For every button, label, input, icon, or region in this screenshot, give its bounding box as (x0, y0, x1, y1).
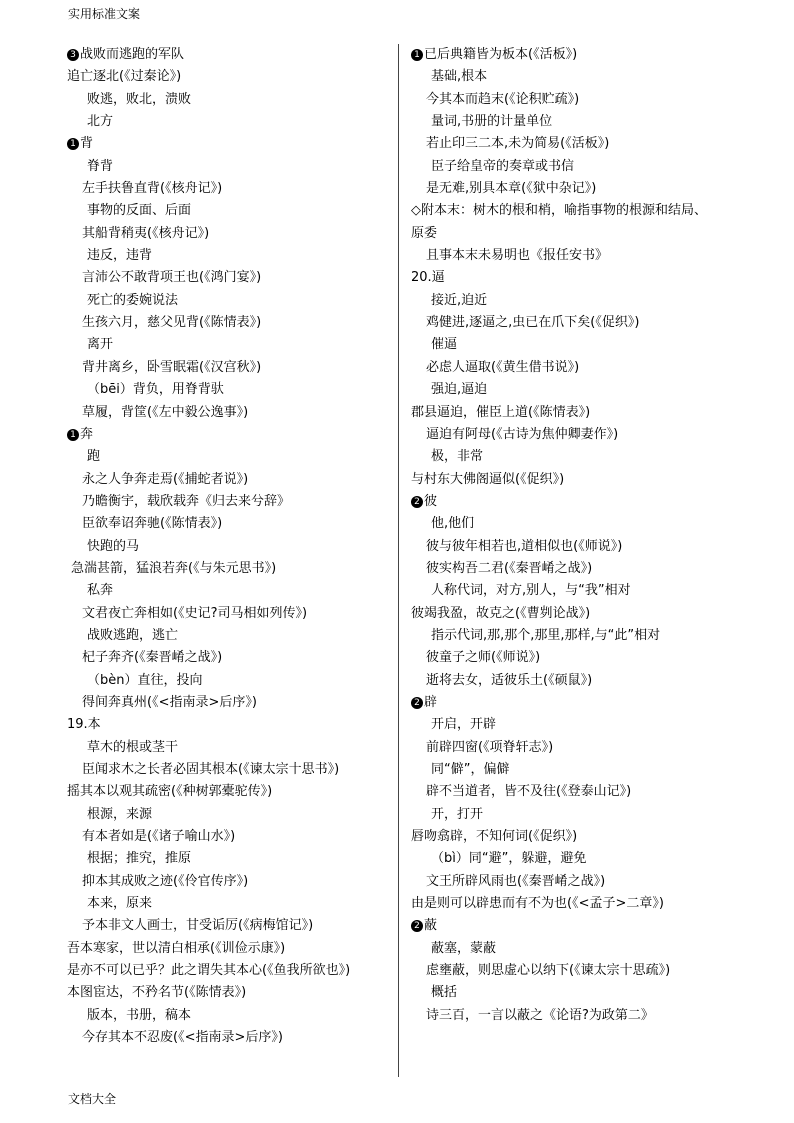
line-text: 辟不当道者，皆不及往(《登泰山记》) (426, 784, 632, 800)
line-text: （bēi）背负，用脊背驮 (87, 382, 224, 398)
text-line (411, 826, 756, 848)
text-line (67, 960, 402, 982)
text-line (411, 558, 756, 580)
text-line (67, 871, 402, 893)
line-text: 臣欲奉诏奔驰(《陈情表》) (82, 516, 223, 532)
line-text: 指示代词,那,那个,那里,那样,与“此”相对 (431, 627, 661, 643)
text-line (411, 178, 756, 200)
text-line (411, 960, 756, 982)
line-text: 死亡的委婉说法 (87, 292, 179, 308)
line-text: ◇附本末：树木的根和梢，喻指事物的根源和结局、 (411, 203, 707, 219)
line-text: 强迫,逼迫 (431, 382, 488, 398)
page-header: 实用标准文案 (68, 7, 141, 21)
text-line (67, 804, 402, 826)
text-line (67, 893, 402, 915)
text-line (67, 714, 402, 736)
line-text: 脊背 (87, 158, 114, 174)
text-line (411, 133, 756, 155)
line-text: 永之人争奔走焉(《捕蛇者说》) (82, 471, 249, 487)
text-line (411, 603, 756, 625)
line-text: 本图宦达，不矜名节(《陈情表》) (67, 985, 247, 1001)
line-text: 量词,书册的计量单位 (431, 114, 553, 130)
text-line (411, 44, 756, 66)
line-text: 本来，原来 (87, 896, 153, 912)
line-text: 彼 (424, 493, 438, 509)
line-text: 蔽塞，蒙蔽 (431, 940, 497, 956)
text-line (67, 982, 402, 1004)
text-line (411, 267, 756, 289)
text-line (67, 1027, 402, 1049)
line-text: 且事本末未易明也《报任安书》 (426, 248, 609, 264)
text-line (67, 1005, 402, 1027)
text-line (411, 625, 756, 647)
line-text: 草履，背筐(《左中毅公逸事》) (82, 404, 249, 420)
right-column (411, 44, 756, 1027)
text-line (411, 402, 756, 424)
circled-number-icon: 3 (67, 49, 79, 61)
line-text: 彼竭我盈，故克之(《曹刿论战》) (411, 605, 591, 621)
text-line (411, 491, 756, 513)
text-line (67, 223, 402, 245)
text-line (411, 804, 756, 826)
text-line (67, 44, 402, 66)
text-line (67, 848, 402, 870)
left-column (67, 44, 402, 1049)
text-line (67, 513, 402, 535)
line-text: 予本非文人画士，甘受诟厉(《病梅馆记》) (82, 918, 314, 934)
line-text: 有本者如是(《诸子喻山水》) (82, 829, 236, 845)
line-text: 19.本 (67, 717, 101, 733)
text-line (411, 893, 756, 915)
line-text: 私奔 (87, 583, 114, 599)
text-line (67, 826, 402, 848)
line-text: 诗三百，一言以蔽之《论语?为政第二》 (426, 1007, 654, 1023)
line-text: （bì）同“避”，躲避，避免 (431, 851, 587, 867)
text-line (411, 1005, 756, 1027)
text-line (411, 781, 756, 803)
text-line (67, 580, 402, 602)
text-line (67, 111, 402, 133)
line-text: 彼童子之师(《师说》) (426, 650, 541, 666)
circled-number-icon: 2 (411, 920, 423, 932)
line-text: 臣闻求木之长者必固其根本(《谏太宗十思书》) (82, 762, 340, 777)
line-text: 催逼 (431, 337, 458, 353)
line-text: 人称代词，对方,别人，与“我”相对 (431, 583, 631, 599)
line-text: 是亦不可以已乎？此之谓失其本心(《鱼我所欲也》) (67, 963, 351, 979)
line-text: 左手扶鲁直背(《核舟记》) (82, 181, 223, 197)
text-line (411, 446, 756, 468)
text-line (67, 670, 402, 692)
line-text: 彼实构吾二君(《秦晋崤之战》) (426, 560, 593, 576)
text-line (67, 781, 402, 803)
line-text: 基础,根本 (431, 69, 488, 85)
line-text: 急湍甚箭，猛浪若奔(《与朱元思书》) (71, 560, 277, 576)
line-text: 事物的反面、后面 (87, 203, 192, 219)
line-text: 杞子奔齐(《秦晋崤之战》) (82, 650, 223, 666)
column-divider (398, 44, 399, 1077)
line-text: 开，打开 (431, 806, 484, 822)
text-line (67, 267, 402, 289)
line-text: 郡县逼迫，催臣上道(《陈情表》) (411, 404, 591, 420)
text-line (411, 982, 756, 1004)
text-line (67, 178, 402, 200)
line-text: 若止印三二本,未为简易(《活板》) (426, 136, 610, 152)
line-text: 草木的根或茎干 (87, 739, 179, 755)
text-line (411, 245, 756, 267)
line-text: 逼迫有阿母(《古诗为焦仲卿妻作》) (426, 426, 619, 442)
text-line (411, 156, 756, 178)
line-text: 摇其本以观其疏密(《种树郭橐驼传》) (67, 784, 273, 800)
text-line (67, 156, 402, 178)
text-line (67, 446, 402, 468)
circled-number-icon: 1 (67, 429, 79, 441)
circled-number-icon: 2 (411, 697, 423, 709)
line-text: 背 (80, 136, 94, 152)
text-line (67, 200, 402, 222)
line-text: 今其本而趋末(《论积贮疏》) (426, 91, 580, 107)
circled-number-icon: 1 (67, 138, 79, 150)
text-line (411, 737, 756, 759)
text-line (67, 938, 402, 960)
line-text: 由是则可以辟患而有不为也(《<孟子>二章》) (411, 896, 664, 912)
text-line (67, 89, 402, 111)
text-line (67, 424, 402, 446)
text-line (67, 245, 402, 267)
line-text: 必虑人逼取(《黄生借书说》) (426, 359, 580, 375)
line-text: 抑本其成败之迹(《伶官传序》) (82, 873, 249, 889)
line-text: 违反，违背 (87, 248, 153, 264)
text-line (411, 290, 756, 312)
text-line (411, 89, 756, 111)
line-text: 奔 (80, 426, 94, 442)
line-text: 逝将去女，适彼乐土(《硕鼠》) (426, 672, 593, 688)
line-text: 乃瞻衡宇，载欣载奔《归去来兮辞》 (82, 493, 291, 509)
text-line (411, 469, 756, 491)
line-text: 接近,迫近 (431, 292, 488, 308)
line-text: 战败而逃跑的军队 (80, 47, 185, 62)
text-line (411, 848, 756, 870)
text-line (411, 379, 756, 401)
line-text: 生孩六月，慈父见背(《陈情表》) (82, 315, 262, 331)
text-line (67, 334, 402, 356)
text-line (67, 603, 402, 625)
text-line (67, 357, 402, 379)
line-text: 战败逃跑，逃亡 (87, 627, 179, 643)
line-text: 唇吻翕辟，不知何词(《促织》) (411, 829, 578, 845)
text-line (67, 312, 402, 334)
line-text: 极，非常 (431, 449, 484, 465)
line-text: 文君夜亡奔相如(《史记?司马相如列传》) (82, 605, 308, 621)
text-line (411, 580, 756, 602)
text-line (411, 424, 756, 446)
line-text: 与村东大佛阁逼似(《促织》) (411, 471, 565, 487)
line-text: 臣子给皇帝的奏章或书信 (431, 158, 575, 174)
text-line (411, 670, 756, 692)
line-text: 同“僻”，偏僻 (431, 762, 510, 777)
text-line (411, 66, 756, 88)
line-text: 辟 (424, 694, 438, 710)
text-line (411, 111, 756, 133)
circled-number-icon: 2 (411, 496, 423, 508)
text-line (67, 290, 402, 312)
text-line (67, 133, 402, 155)
text-line (67, 491, 402, 513)
line-text: 追亡逐北(《过秦论》) (67, 69, 182, 85)
text-line (67, 402, 402, 424)
text-line (67, 379, 402, 401)
circled-number-icon: 1 (411, 49, 423, 61)
text-line (411, 759, 756, 781)
line-text: 根源，来源 (87, 806, 153, 822)
line-text: 文王所辟风雨也(《秦晋崤之战》) (426, 873, 606, 889)
line-text: 其船背稍夷(《核舟记》) (82, 225, 210, 241)
line-text: 原委 (411, 225, 438, 241)
text-line (411, 714, 756, 736)
text-line (411, 513, 756, 535)
line-text: 得间奔真州(《<指南录>后序》) (82, 694, 257, 710)
line-text: 蔽 (424, 918, 438, 934)
line-text: 根据；推究，推原 (87, 851, 192, 867)
line-text: 言沛公不敢背项王也(《鸿门宴》) (82, 270, 262, 286)
text-line (67, 759, 402, 781)
text-line (67, 692, 402, 714)
line-text: 跑 (87, 449, 101, 465)
text-line (67, 558, 402, 580)
text-line (411, 223, 756, 245)
text-line (67, 647, 402, 669)
line-text: 他,他们 (431, 516, 475, 532)
line-text: （bèn）直往，投向 (87, 672, 203, 688)
line-text: 开启，开辟 (431, 717, 497, 733)
line-text: 虑壅蔽，则思虚心以纳下(《谏太宗十思疏》) (426, 963, 671, 979)
line-text: 背井离乡，卧雪眠霜(《汉宫秋》) (82, 359, 262, 375)
text-line (411, 200, 756, 222)
text-line (67, 66, 402, 88)
text-line (411, 915, 756, 937)
line-text: 前辟四窗(《项脊轩志》) (426, 739, 554, 755)
line-text: 鸡健进,逐逼之,虫已在爪下矣(《促织》) (426, 315, 640, 331)
line-text: 概括 (431, 985, 458, 1001)
text-line (67, 737, 402, 759)
line-text: 彼与彼年相若也,道相似也(《师说》) (426, 538, 623, 554)
text-line (411, 692, 756, 714)
line-text: 北方 (87, 114, 114, 130)
text-line (411, 357, 756, 379)
text-line (411, 334, 756, 356)
text-line (67, 915, 402, 937)
line-text: 已后典籍皆为板本(《活板》) (424, 47, 578, 62)
text-line (411, 938, 756, 960)
line-text: 版本，书册，稿本 (87, 1007, 192, 1023)
text-line (67, 469, 402, 491)
text-line (411, 312, 756, 334)
line-text: 吾本寒家，世以清白相承(《训俭示康》) (67, 940, 286, 956)
line-text: 离开 (87, 337, 114, 353)
line-text: 败逃，败北，溃败 (87, 91, 192, 107)
line-text: 是无难,别具本章(《狱中杂记》) (426, 181, 597, 197)
text-line (411, 871, 756, 893)
text-line (411, 647, 756, 669)
line-text: 今存其本不忍废(《<指南录>后序》) (82, 1030, 283, 1046)
page-footer: 文档大全 (68, 1092, 117, 1106)
line-text: 快跑的马 (87, 538, 140, 554)
text-line (67, 625, 402, 647)
text-line (411, 536, 756, 558)
line-text: 20.逼 (411, 270, 445, 286)
text-line (67, 536, 402, 558)
